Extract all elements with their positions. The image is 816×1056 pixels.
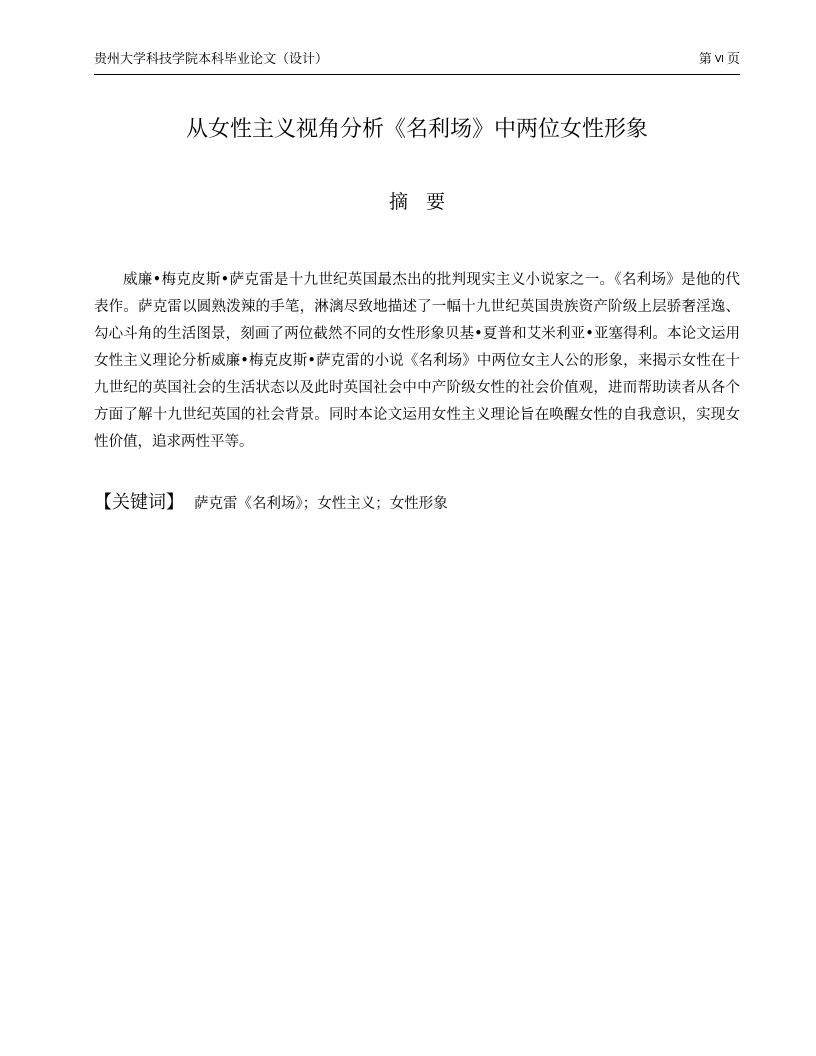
- keywords-text: 萨克雷《名利场》；女性主义；女性形象: [194, 496, 448, 512]
- keywords-label: 【关键词】: [94, 492, 184, 513]
- abstract-body: 威廉•梅克皮斯•萨克雷是十九世纪英国最杰出的批判现实主义小说家之一。《名利场》是他的代表作。萨克雷以圆熟泼辣的手笔，淋漓尽致地描述了一幅十九世纪英国贵族资产阶级上层骄奢淫逸、勾心斗角的生活图景，刻画了两位截然不同的女性形象贝基•夏普和艾米利亚•亚塞得利。本论文运用女性主义理论分析威廉•梅克皮斯•萨克雷的小说《名利场》中两位女主人公的形象，来揭示女性在十九世纪的英国社会的生活状态以及此时英国社会中中产阶级女性的社会价值观，进而帮助读者从各个方面了解十九世纪英国的社会背景。同时本论文运用女性主义理论旨在唤醒女性的自我意识，实现女性价值，追求两性平等。: [94, 272, 740, 450]
- page-number: Ⅵ: [714, 54, 724, 65]
- page-header: [94, 48, 740, 75]
- header-institution: 贵州大学科技学院本科毕业论文（设计）: [94, 52, 329, 67]
- thesis-title: 从女性主义视角分析《名利场》中两位女性形象: [185, 117, 648, 142]
- keywords-line: [94, 489, 740, 518]
- page-prefix: 第: [698, 52, 712, 67]
- page-suffix: 页: [726, 52, 740, 67]
- abstract-heading: 摘要: [388, 191, 463, 213]
- header-page-indicator: [699, 52, 740, 68]
